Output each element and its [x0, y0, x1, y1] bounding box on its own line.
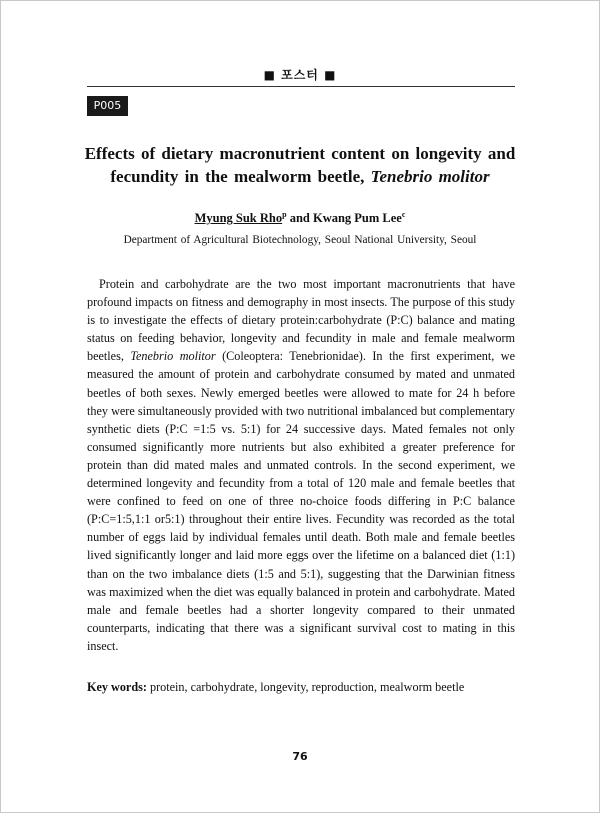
- author-1: Myung Suk Rho: [194, 211, 283, 226]
- keywords-text: protein, carbohydrate, longevity, reproduction, mealworm beetle: [146, 680, 465, 694]
- keywords: [87, 680, 515, 695]
- author-1-mark: p: [282, 210, 287, 219]
- title-species: Tenebrio molitor: [370, 167, 490, 186]
- author-line: [0, 210, 600, 226]
- abstract: [87, 275, 515, 655]
- section-header: ■ 포스터 ■: [263, 68, 337, 82]
- affiliation: Department of Agricultural Biotechnology, Seoul National University, Seoul: [123, 234, 477, 246]
- abstract-part-1: Protein and carbohydrate are the two most important macronutrients that have profound impacts on fitness and demography in most insects. The purpose of this study is to investigate the effects of dietary protein:carbohydrate (P:C) balance and mating status on feeding behavior, longevity and fecundity in male and female mealworm beetles,: [87, 277, 515, 364]
- author-joiner: and: [286, 211, 313, 226]
- page-number: 76: [292, 750, 308, 763]
- title-text: Effects of dietary macronutrient content on longevity and fecundity in the mealworm beetle,: [84, 144, 516, 186]
- abstract-species: Tenebrio molitor: [130, 349, 216, 364]
- author-2: Kwang Pum Lee: [312, 211, 402, 226]
- poster-code-badge: P005: [87, 96, 128, 116]
- paper-title: [70, 142, 530, 188]
- author-2-mark: c: [401, 210, 406, 219]
- abstract-part-2: (Coleoptera: Tenebrionidae). In the first experiment, we measured the amount of protein and carbohydrate consumed by mated and unmated beetles of both sexes. Newly emerged beetles were allowed to mate for 24 h before they were simultaneously provided with two nutritional imbalanced but complementary synthetic diets (P:C =1:5 vs. 5:1) for 24 successive days. Mated females not only consumed significantly more nutrients but also exhibited a greater preference for protein than did mated males and unmated controls. In the second experiment, we determined longevity and fecundity from a total of 120 male and female beetles that were confined to feed on one of three no-choice foods differing in P:C balance (P:C=1:5,1:1 or5:1) throughout their entire lives. Fecundity was recorded as the total number of eggs laid by individual females until death. Both male and female beetles lived significantly longer and laid more eggs over the lifetime on a balanced diet (1:1) than on the two imbalance diets (1:5 and 5:1), suggesting that the Darwinian fitness was maximized when the diet was equally balanced in protein and carbohydrate. Mated male and female beetles had a shorter longevity compared to their unmated counterparts, indicating that there was a significant survival cost to mating in this insect.: [87, 349, 515, 653]
- keywords-label: Key words:: [87, 680, 147, 694]
- header-rule: [87, 86, 515, 87]
